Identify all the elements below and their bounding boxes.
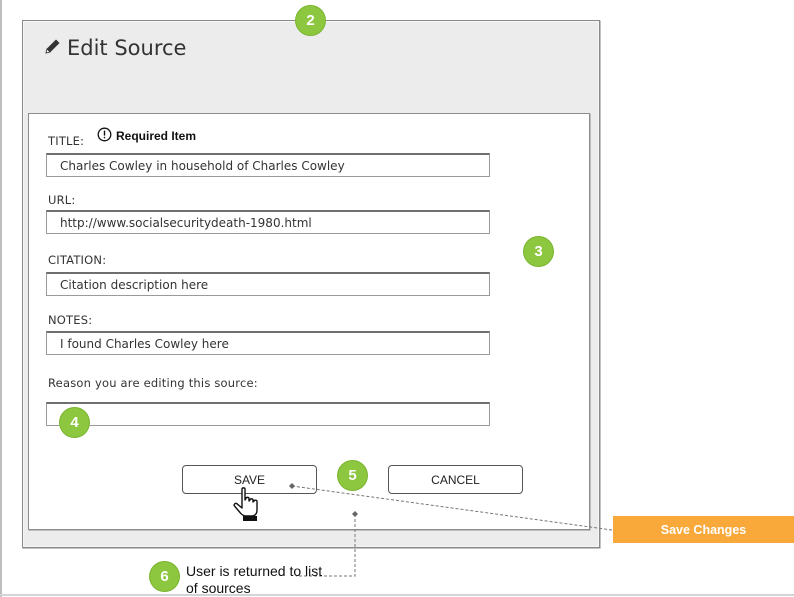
title-label: TITLE:: [48, 134, 85, 148]
page-edge-bottom: [0, 594, 794, 596]
notes-label: NOTES:: [48, 313, 93, 327]
citation-input[interactable]: Citation description here: [46, 272, 490, 296]
required-item-text: Required Item: [116, 129, 197, 143]
pencil-icon: [44, 36, 61, 60]
returned-note: User is returned to list of sources: [186, 563, 323, 596]
save-changes-callout: Save Changes: [613, 516, 794, 543]
citation-label: CITATION:: [48, 253, 107, 267]
url-input[interactable]: http://www.socialsecuritydeath-1980.html: [46, 210, 490, 234]
annotation-badge-4: 4: [60, 408, 89, 437]
cancel-button[interactable]: CANCEL: [388, 465, 523, 494]
page-edge-left: [0, 0, 2, 597]
annotation-badge-5: 5: [338, 461, 367, 490]
window-title-text: Edit Source: [67, 36, 187, 60]
annotation-badge-2: 2: [296, 6, 325, 35]
save-button[interactable]: SAVE: [182, 465, 317, 494]
annotation-badge-6: 6: [150, 562, 179, 591]
reason-input[interactable]: [46, 402, 490, 426]
exclamation-circle-icon: [97, 127, 112, 145]
url-label: URL:: [48, 193, 76, 207]
notes-input[interactable]: I found Charles Cowley here: [46, 331, 490, 355]
window-title: [44, 33, 186, 63]
required-item-note: [97, 128, 196, 144]
annotation-badge-3: 3: [524, 237, 553, 266]
reason-label: Reason you are editing this source:: [48, 376, 258, 390]
hand-cursor-icon: [229, 486, 265, 522]
title-input[interactable]: Charles Cowley in household of Charles Cowley: [46, 153, 490, 177]
